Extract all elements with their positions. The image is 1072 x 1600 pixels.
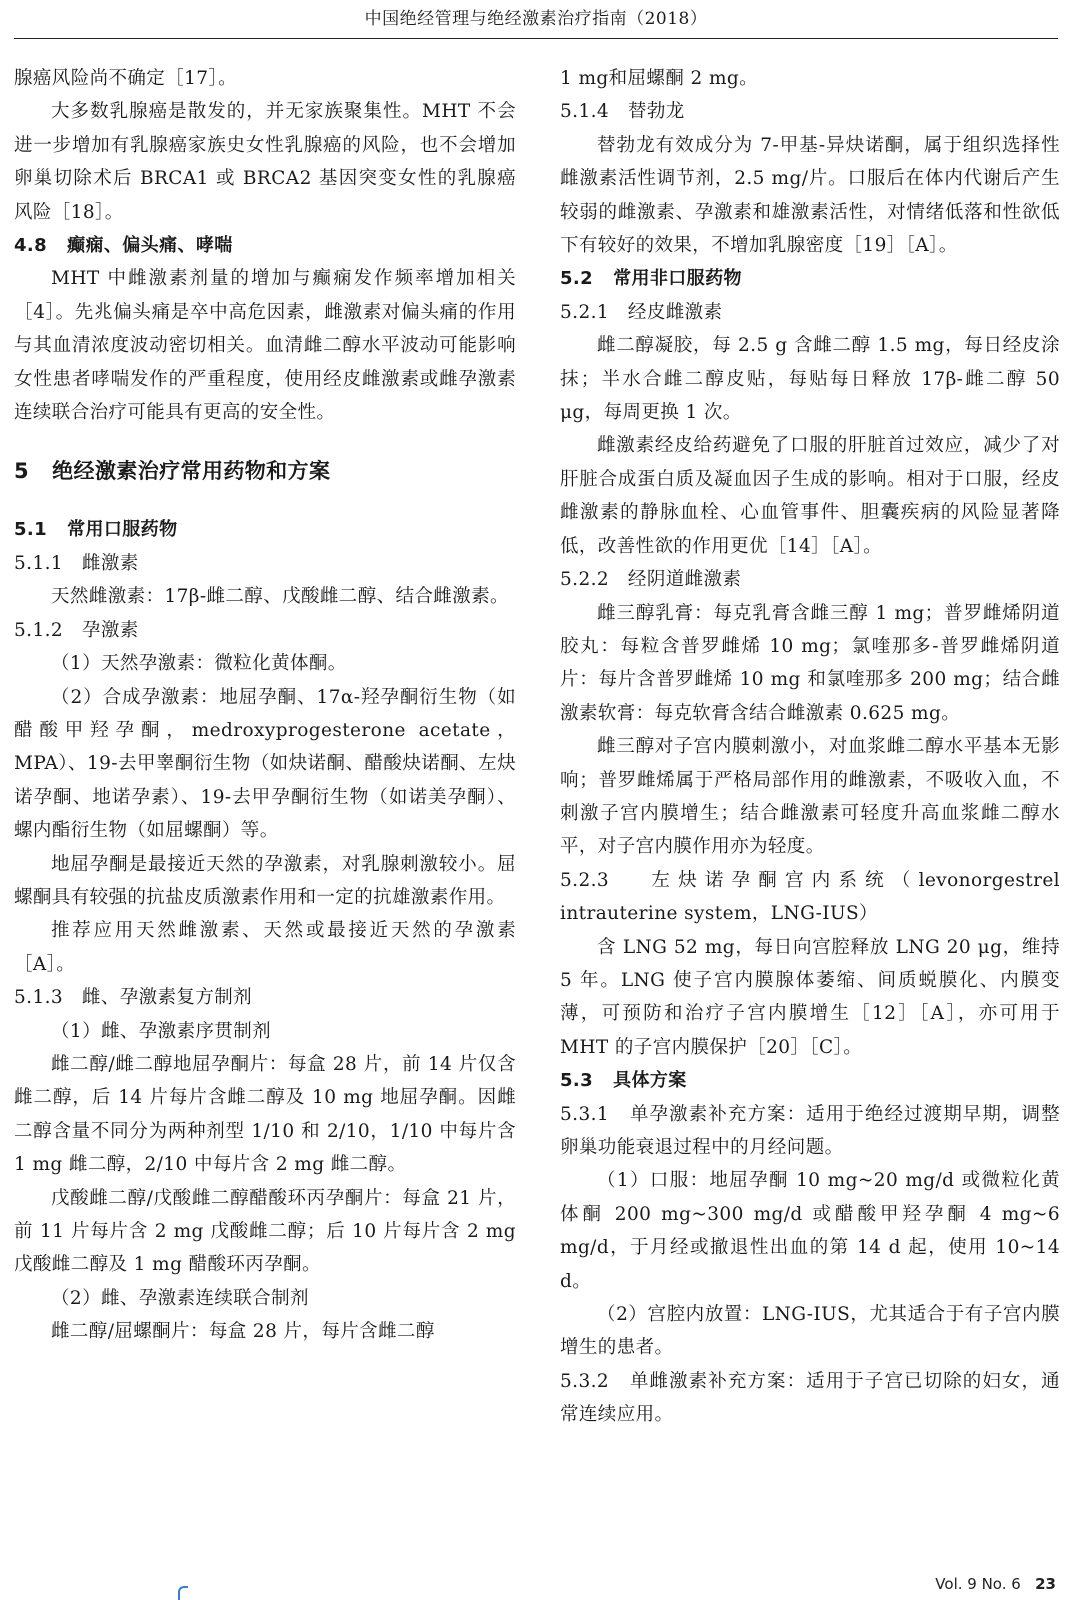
paragraph: 雌激素经皮给药避免了口服的肝脏首过效应，减少了对肝脏合成蛋白质及凝血因子生成的影响。相对于口服，经皮雌激素的静脉血栓、心血管事件、胆囊疾病的风险显著降低，改善性欲的作用更优［14］［A］。 bbox=[560, 435, 1060, 557]
volume-info: Vol. 9 No. 6 bbox=[935, 1575, 1021, 1593]
paragraph: 推荐应用天然雌激素、天然或最接近天然的孕激素［A］。 bbox=[14, 920, 516, 975]
paragraph: 雌三醇对子宫内膜刺激小，对血浆雌二醇水平基本无影响；普罗雌烯属于严格局部作用的雌激素，不吸收入血，不刺激子宫内膜增生；结合雌激素可轻度升高血浆雌二醇水平，对子宫内膜作用亦为轻度。 bbox=[560, 736, 1060, 858]
left-column bbox=[14, 62, 523, 1349]
paragraph: 腺癌风险尚不确定［17］。 bbox=[14, 68, 237, 89]
paragraph: （1）雌、孕激素序贯制剂 bbox=[51, 1020, 272, 1042]
paragraph: （1）口服：地屈孕酮 10 mg~20 mg/d 或微粒化黄体酮 200 mg~300 mg/d 或醋酸甲羟孕酮 4 mg~6 mg/d，于月经或撤退性出血的第 14 d 起，使用 10~14 d。 bbox=[560, 1170, 1067, 1292]
paragraph: 含 LNG 52 mg，每日向宫腔释放 LNG 20 μg，维持 5 年。LNG 使子宫内膜腺体萎缩、间质蜕膜化、内膜变薄，可预防和治疗子宫内膜增生［12］［A］，亦可用于 MHT 的子宫内膜保护［20］［C］。 bbox=[560, 936, 1067, 1058]
paragraph: （1）天然孕激素：微粒化黄体酮。 bbox=[51, 653, 347, 675]
subsection-heading: 5.2.1 经皮雌激素 bbox=[560, 301, 723, 323]
paragraph: 戊酸雌二醇/戊酸雌二醇醋酸环丙孕酮片：每盒 21 片，前 11 片每片含 2 mg 戊酸雌二醇；后 10 片每片含 2 mg 戊酸雌二醇及 1 mg 醋酸环丙孕酮。 bbox=[14, 1187, 523, 1276]
paragraph: 大多数乳腺癌是散发的，并无家族聚集性。MHT 不会进一步增加有乳腺癌家族史女性乳腺癌的风险，也不会增加卵巢切除术后 BRCA1 或 BRCA2 基因突变女性的乳腺癌风险［18］。 bbox=[14, 101, 516, 223]
paragraph: 地屈孕酮是最接近天然的孕激素，对乳腺刺激较小。屈螺酮具有较强的抗盐皮质激素作用和一定的抗雄激素作用。 bbox=[14, 853, 516, 908]
corner-logo-icon bbox=[178, 1586, 188, 1600]
subsection-heading: 5.1.3 雌、孕激素复方制剂 bbox=[14, 987, 253, 1009]
paragraph: 5.3.2 单雌激素补充方案：适用于子宫已切除的妇女，通常连续应用。 bbox=[560, 1370, 1060, 1426]
section-heading: 5.3 具体方案 bbox=[560, 1070, 687, 1092]
section-heading: 4.8 癫痫、偏头痛、哮喘 bbox=[14, 235, 233, 257]
paragraph: 替勃龙有效成分为 7-甲基-异炔诺酮，属于组织选择性雌激素活性调节剂，2.5 mg/片。口服后在体内代谢后产生较弱的雌激素、孕激素和雄激素活性，对情绪低落和性欲低下有较好的效果，不增加乳腺密度［19］［A］。 bbox=[560, 134, 1060, 257]
paragraph: 5.3.1 单孕激素补充方案：适用于绝经过渡期早期，调整卵巢功能衰退过程中的月经问题。 bbox=[560, 1103, 1060, 1158]
paragraph: 雌二醇/屈螺酮片：每盒 28 片，每片含雌二醇 bbox=[51, 1321, 435, 1343]
subsection-heading: 5.1.1 雌激素 bbox=[14, 552, 139, 574]
paragraph: 天然雌激素：17β-雌二醇、戊酸雌二醇、结合雌激素。 bbox=[51, 586, 509, 608]
right-column bbox=[560, 62, 1067, 1432]
paragraph: （2）合成孕激素：地屈孕酮、17α-羟孕酮衍生物（如醋酸甲羟孕酮，medroxyprogesterone acetate，MPA）、19-去甲睾酮衍生物（如炔诺酮、醋酸炔诺酮、左炔诺孕酮、地诺孕素）、19-去甲孕酮衍生物（如诺美孕酮）、螺内酯衍生物（如屈螺酮）等。 bbox=[14, 686, 516, 842]
page-footer bbox=[935, 1575, 1056, 1593]
section-heading: 5.1 常用口服药物 bbox=[14, 519, 178, 541]
subsection-heading: 5.1.4 替勃龙 bbox=[560, 101, 685, 123]
paragraph: MHT 中雌激素剂量的增加与癫痫发作频率增加相关［4］。先兆偏头痛是卒中高危因素，雌激素对偏头痛的作用与其血清浓度波动密切相关。血清雌二醇水平波动可能影响女性患者哮喘发作的严重程度，使用经皮雌激素或雌孕激素连续联合治疗可能具有更高的安全性。 bbox=[14, 268, 516, 424]
paragraph: （2）宫腔内放置：LNG-IUS，尤其适合于有子宫内膜增生的患者。 bbox=[560, 1304, 1060, 1359]
running-header: 中国绝经管理与绝经激素治疗指南（2018） bbox=[364, 9, 708, 29]
page-number: 23 bbox=[1035, 1575, 1056, 1593]
paragraph: 雌二醇/雌二醇地屈孕酮片：每盒 28 片，前 14 片仅含雌二醇，后 14 片每片含雌二醇及 10 mg 地屈孕酮。因雌二醇含量不同分为两种剂型 1/10 和 2/10，1/10 中每片含 1 mg 雌二醇，2/10 中每片含 2 mg 雌二醇。 bbox=[14, 1053, 523, 1176]
subsection-heading: 5.2.3 左炔诺孕酮宫内系统（levonorgestrel intrauterine system，LNG-IUS） bbox=[560, 869, 1067, 925]
chapter-heading: 5 绝经激素治疗常用药物和方案 bbox=[14, 459, 331, 484]
subsection-heading: 5.1.2 孕激素 bbox=[14, 619, 139, 641]
header-divider bbox=[14, 38, 1058, 39]
subsection-heading: 5.2.2 经阴道雌激素 bbox=[560, 569, 742, 591]
paragraph: 雌三醇乳膏：每克乳膏含雌三醇 1 mg；普罗雌烯阴道胶丸：每粒含普罗雌烯 10 mg；氯喹那多-普罗雌烯阴道片：每片含普罗雌烯 10 mg 和氯喹那多 200 mg；结合雌激素软膏：每克软膏含结合雌激素 0.625 mg。 bbox=[560, 602, 1060, 724]
paragraph: 1 mg和屈螺酮 2 mg。 bbox=[560, 68, 759, 89]
paragraph: 雌二醇凝胶，每 2.5 g 含雌二醇 1.5 mg，每日经皮涂抹；半水合雌二醇皮贴，每贴每日释放 17β-雌二醇 50 μg，每周更换 1 次。 bbox=[560, 335, 1067, 424]
section-heading: 5.2 常用非口服药物 bbox=[560, 268, 742, 290]
paragraph: （2）雌、孕激素连续联合制剂 bbox=[51, 1287, 309, 1309]
